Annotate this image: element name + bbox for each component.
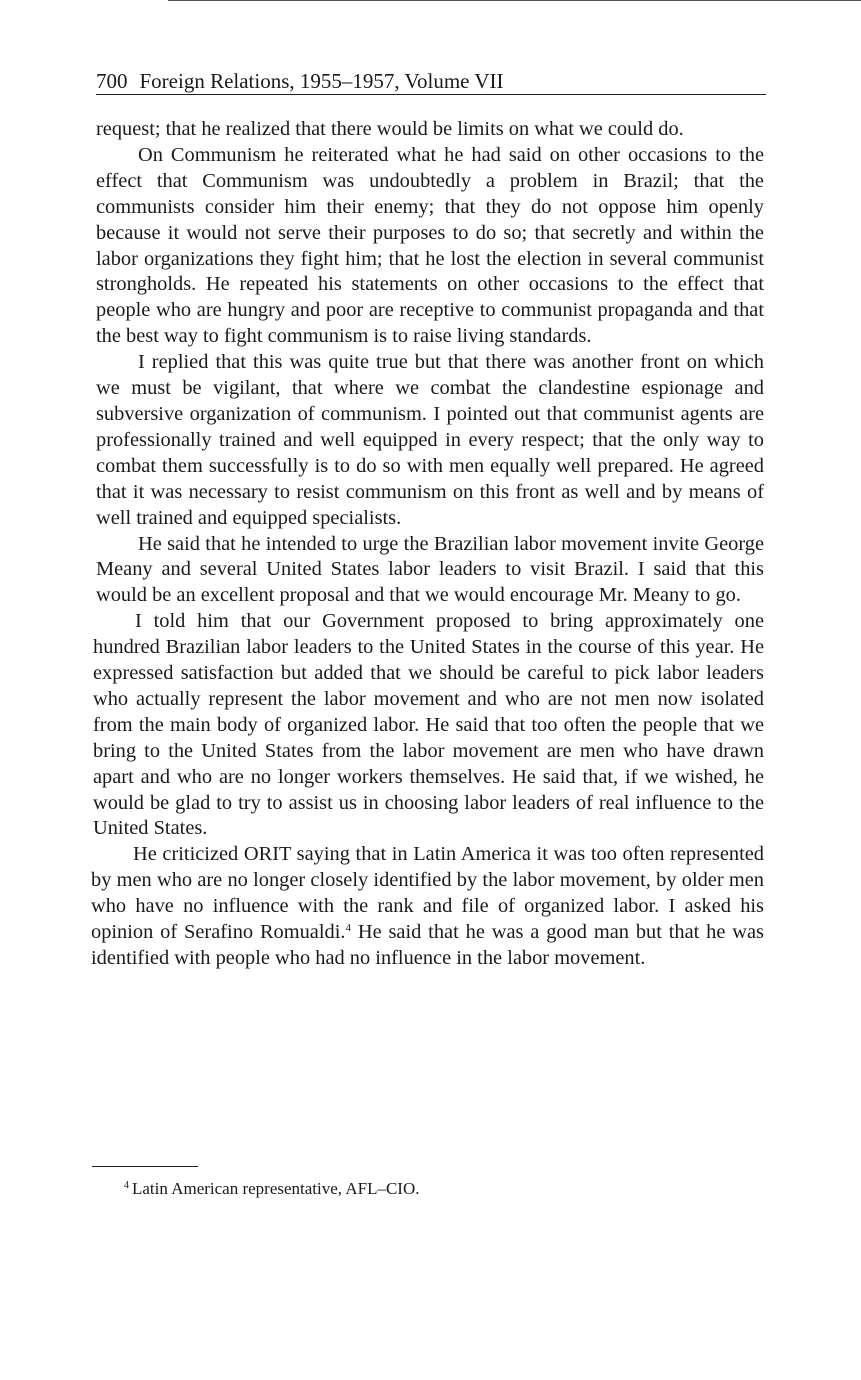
running-header xyxy=(96,68,766,95)
paragraph-orit-text-after: He said that he was a good man but that he was identified with people who had no influence in the labor movement. xyxy=(91,921,764,969)
paragraph-labor-leaders: I told him that our Government proposed to bring approximately one hundred Brazilian labor leaders to the United States in the course of this year. He expressed satisfaction but added that we should be careful to pick labor leaders who actually represent the labor movement and who are not men now isolated from the main body of organized labor. He said that too often the people that we bring to the United States from the labor movement are men who have drawn apart and who are no longer workers themselves. He said that, if we wished, he would be glad to try to assist us in choosing labor leaders of real influence to the United States. xyxy=(93,610,764,840)
publication-title: Foreign Relations, 1955–1957, Volume VII xyxy=(139,69,504,93)
paragraph-continuation: request; that he realized that there would be limits on what we could do. xyxy=(96,118,684,140)
paragraph-orit xyxy=(91,842,764,972)
paragraph-orit-text: He criticized ORIT saying that in Latin America it was too often represented by men who are no longer closely identified by the labor movement, by older men who have no influence with the rank and file of organized labor. I asked his opinion of Serafino Romualdi. xyxy=(91,843,764,944)
footnote-marker: 4 xyxy=(124,1180,129,1191)
footnote-text: Latin American representative, AFL–CIO. xyxy=(132,1179,420,1198)
footnote-reference: 4 xyxy=(345,922,351,935)
paragraph-espionage: I replied that this was quite true but that there was another front on which we must be vigilant, that where we combat the clandestine espionage and subversive organization of communism. I pointed out that communist agents are professionally trained and well equipped in every respect; that the only way to combat them successfully is to do so with men equally well prepared. He agreed that it was necessary to resist communism on this front as well and by means of well trained and equipped specialists. xyxy=(96,351,764,529)
paragraph-communism: On Communism he reiterated what he had said on other occasions to the effect that Communism was undoubtedly a problem in Brazil; that the communists consider him their enemy; that they do not oppose him openly because it would not serve their purposes to do so; that secretly and within the labor organizations they fight him; that he lost the election in several communist strongholds. He repeated his statements on other occasions to the effect that people who are hungry and poor are receptive to communist propaganda and that the best way to fight communism is to raise living standards. xyxy=(96,143,764,348)
footnote-divider xyxy=(92,1166,198,1167)
footnote xyxy=(124,1178,420,1200)
document-body xyxy=(91,117,764,972)
paragraph-meany: He said that he intended to urge the Brazilian labor movement invite George Meany and several United States labor leaders to visit Brazil. I said that this would be an excellent proposal and that we would encourage Mr. Meany to go. xyxy=(96,532,764,607)
page-number: 700 xyxy=(96,69,128,93)
top-border-rule xyxy=(168,0,861,1)
